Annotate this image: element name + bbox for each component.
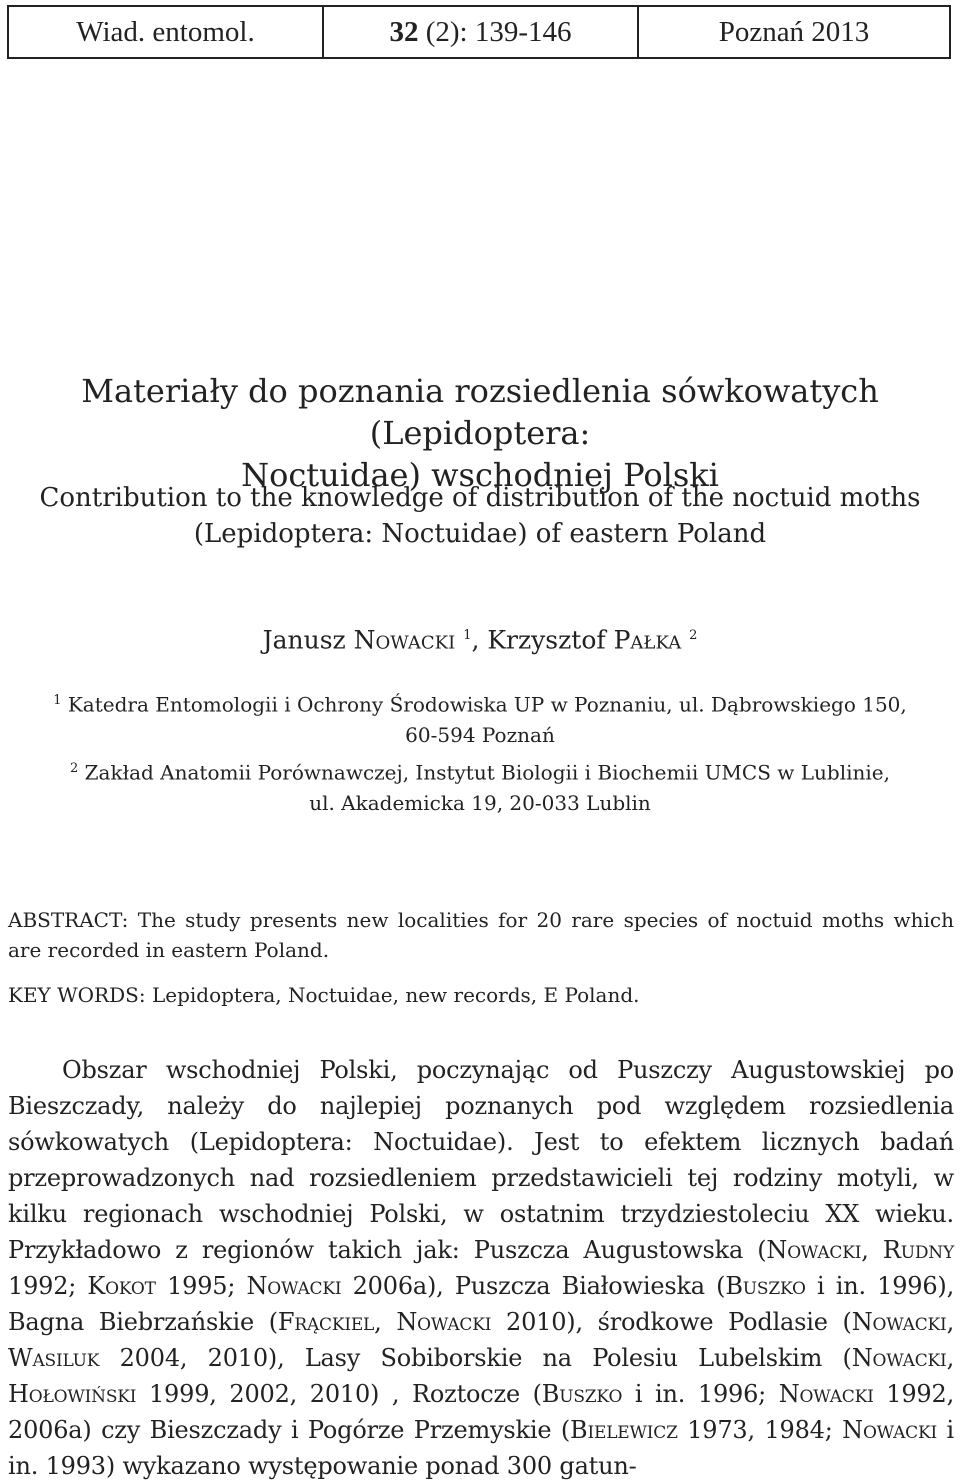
issue-pages: (2): 139-146 — [425, 15, 572, 48]
author-citation: Rudny — [882, 1236, 955, 1264]
affiliation-2 — [0, 754, 960, 818]
author-citation: Nowacki — [396, 1308, 492, 1336]
keywords — [8, 980, 954, 1010]
text-run: 1973, 1984; — [677, 1416, 843, 1444]
volume-issue — [324, 7, 639, 57]
authors — [0, 619, 960, 657]
text-run: i in. 1993) wykazano występowanie ponad 300 gatun- — [8, 1416, 955, 1480]
text-run: , — [946, 1344, 954, 1372]
title-english-line: (Lepidoptera: Noctuidae) of eastern Poland — [193, 519, 767, 549]
author-last-name: Pałka — [613, 625, 682, 655]
text-run: , — [374, 1308, 397, 1336]
title-polish-line: Materiały do poznania rozsiedlenia sówkowatych (Lepidoptera: — [81, 372, 879, 452]
text-run: Obszar wschodniej Polski, poczynając od Puszczy Augustowskiej po Bieszczady, należy do najlepiej poznanych pod względem rozsiedlenia sówkowatych (Lepidoptera: Noctuidae). Jest to efektem licznych badań przeprowadzonych nad rozsiedleniem przedstawicieli tej rodziny motyli, w kilku regionach wschodniej Polski, w ostatnim trzydziestoleciu XX wieku. Przykładowo z regionów takich jak: Puszcza Augustowska ( — [8, 1056, 954, 1264]
author-citation: Kokot — [87, 1272, 156, 1300]
affiliation-marker: 2 — [689, 628, 698, 643]
text-run: 1992, 2006a) czy Bieszczady i Pogórze Przemyskie ( — [8, 1380, 954, 1444]
author-first-name: Krzysztof — [487, 625, 606, 655]
author-citation: Nowacki — [851, 1344, 947, 1372]
title-english — [0, 480, 960, 552]
volume-number: 32 — [389, 15, 419, 48]
author-citation: Nowacki — [851, 1308, 947, 1336]
affiliation-marker: 1 — [53, 693, 62, 708]
author-separator: , — [471, 625, 480, 655]
place-year: Poznań 2013 — [718, 15, 870, 48]
text-run: 2006a), Puszcza Białowieska ( — [341, 1272, 726, 1300]
author-last-name: Nowacki — [353, 625, 456, 655]
text-run: i in. 1996), Bagna Biebrzańskie ( — [8, 1272, 954, 1336]
journal-name: Wiad. entomol. — [9, 7, 324, 57]
text-run: 2010), środkowe Podlasie ( — [491, 1308, 852, 1336]
affiliation-1 — [0, 686, 960, 750]
journal-header — [7, 5, 951, 59]
title-polish — [0, 370, 960, 496]
affiliation-text: Zakład Anatomii Porównawczej, Instytut Biologii i Biochemii UMCS w Lublinie, — [84, 760, 890, 785]
affiliation-text: ul. Akademicka 19, 20-033 Lublin — [309, 790, 651, 815]
keywords-label: KEY WORDS: — [8, 983, 146, 1007]
author-citation: Nowacki — [842, 1416, 938, 1444]
title-english-line: Contribution to the knowledge of distribution of the noctuid moths — [39, 483, 921, 513]
text-run: 1999, 2002, 2010) , Roztocze ( — [136, 1380, 542, 1408]
body-paragraph — [8, 1052, 954, 1484]
author-citation: Frąckiel — [277, 1308, 375, 1336]
author-citation: Bielewicz — [570, 1416, 678, 1444]
affiliation-text: Katedra Entomologii i Ochrony Środowiska UP w Poznaniu, ul. Dąbrowskiego 150, — [67, 692, 907, 717]
author-citation: Nowacki — [778, 1380, 874, 1408]
affiliation-text: 60-594 Poznań — [405, 722, 555, 747]
title-polish-line: Noctuidae) wschodniej Polski — [241, 456, 719, 494]
author-citation: Buszko — [725, 1272, 806, 1300]
author-first-name: Janusz — [262, 625, 346, 655]
abstract-label: ABSTRACT: — [8, 908, 129, 932]
keywords-text: Lepidoptera, Noctuidae, new records, E Poland. — [151, 983, 640, 1007]
text-run: , — [946, 1308, 955, 1336]
abstract — [8, 905, 954, 965]
author-citation: Nowacki — [246, 1272, 342, 1300]
body-text — [8, 1052, 954, 1484]
author-citation: Buszko — [541, 1380, 623, 1408]
author-citation: Hołowiński — [8, 1380, 137, 1408]
affiliation-marker: 1 — [463, 628, 472, 643]
text-run: i in. 1996; — [622, 1380, 779, 1408]
author-citation: Wasiluk — [8, 1344, 100, 1372]
text-run: 2004, 2010), Lasy Sobiborskie na Polesiu Lubelskim ( — [99, 1344, 852, 1372]
text-run: , — [861, 1236, 883, 1264]
affiliation-marker: 2 — [70, 761, 79, 776]
text-run: 1995; — [155, 1272, 247, 1300]
text-run: 1992; — [8, 1272, 88, 1300]
author-citation: Nowacki — [766, 1236, 862, 1264]
abstract-text: The study presents new localities for 20 rare species of noctuid moths which are recorded in eastern Poland. — [8, 908, 954, 962]
